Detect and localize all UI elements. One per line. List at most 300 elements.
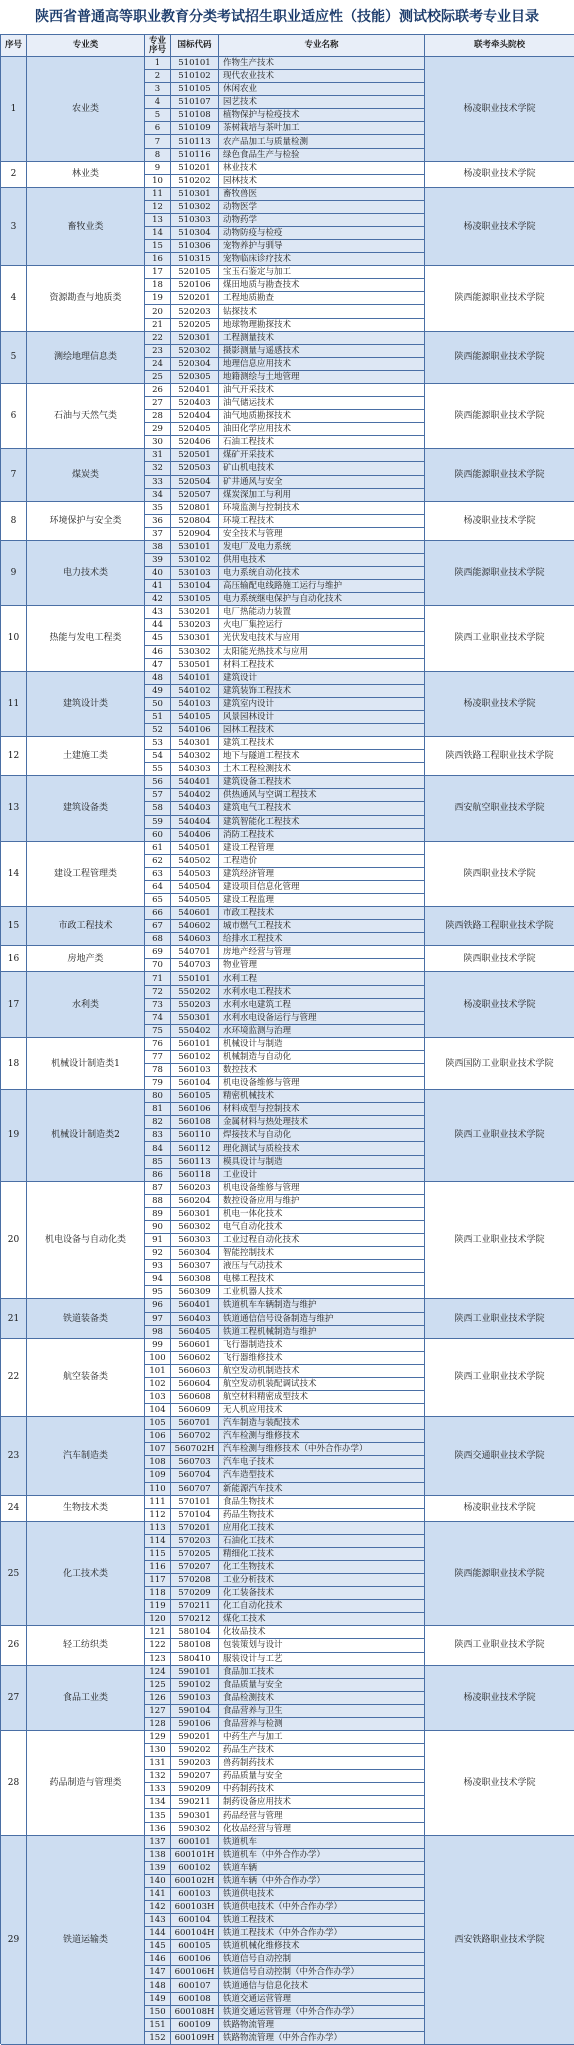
major-no: 72 [145, 986, 171, 999]
major-code: 560106 [171, 1103, 219, 1116]
major-name: 铁道机车 [219, 1836, 425, 1849]
major-no: 13 [145, 214, 171, 227]
major-name: 药品生物技术 [219, 1509, 425, 1522]
major-code: 540301 [171, 737, 219, 750]
major-name: 畜牧兽医 [219, 188, 425, 201]
major-no: 120 [145, 1613, 171, 1626]
major-name: 食品营养与检测 [219, 1718, 425, 1731]
major-code: 510202 [171, 175, 219, 188]
major-no: 76 [145, 1038, 171, 1051]
major-code: 570207 [171, 1561, 219, 1574]
major-name: 化工自动化技术 [219, 1600, 425, 1613]
major-no: 113 [145, 1522, 171, 1535]
major-no: 123 [145, 1653, 171, 1666]
major-code: 560108 [171, 1116, 219, 1129]
major-code: 520801 [171, 502, 219, 515]
header-major-no: 专业序号 [145, 35, 171, 57]
major-code: 590103 [171, 1692, 219, 1705]
group-school: 陕西工业职业技术学院 [425, 606, 574, 671]
major-no: 81 [145, 1103, 171, 1116]
group-no: 28 [1, 1731, 27, 1836]
major-code: 540503 [171, 868, 219, 881]
major-code: 560602 [171, 1352, 219, 1365]
major-no: 78 [145, 1064, 171, 1077]
major-name: 动物防疫与检疫 [219, 227, 425, 240]
major-no: 125 [145, 1679, 171, 1692]
major-no: 140 [145, 1875, 171, 1888]
group-school: 陕西交通职业技术学院 [425, 1417, 574, 1495]
major-name: 食品营养与卫生 [219, 1705, 425, 1718]
major-no: 103 [145, 1391, 171, 1404]
major-no: 142 [145, 1901, 171, 1914]
major-code: 560702 [171, 1430, 219, 1443]
major-no: 137 [145, 1836, 171, 1849]
major-no: 39 [145, 554, 171, 567]
group-no: 2 [1, 162, 27, 188]
major-code: 520405 [171, 423, 219, 436]
major-no: 130 [145, 1744, 171, 1757]
major-no: 17 [145, 266, 171, 279]
major-name: 摄影测量与遥感技术 [219, 345, 425, 358]
major-name: 建筑装饰工程技术 [219, 685, 425, 698]
major-code: 600109H [171, 2032, 219, 2045]
major-name: 电厂热能动力装置 [219, 606, 425, 619]
group-category: 建筑设备类 [27, 776, 145, 841]
major-no: 27 [145, 397, 171, 410]
header-school: 联考牵头院校 [425, 35, 574, 57]
major-no: 1 [145, 57, 171, 70]
major-name: 油气储运技术 [219, 397, 425, 410]
major-name: 土木工程检测技术 [219, 763, 425, 776]
major-name: 城市燃气工程技术 [219, 920, 425, 933]
group-category: 市政工程技术 [27, 907, 145, 946]
major-name: 环境监测与控制技术 [219, 502, 425, 515]
major-code: 510102 [171, 70, 219, 83]
major-name: 药品生产技术 [219, 1744, 425, 1757]
major-no: 136 [145, 1823, 171, 1836]
group-school: 西安铁路职业技术学院 [425, 1836, 574, 2045]
major-code: 560405 [171, 1326, 219, 1339]
major-code: 520205 [171, 319, 219, 332]
major-name: 铁路物流管理（中外合作办学） [219, 2032, 425, 2045]
major-code: 560703 [171, 1456, 219, 1469]
major-code: 550301 [171, 1012, 219, 1025]
major-name: 食品检测技术 [219, 1692, 425, 1705]
major-no: 111 [145, 1496, 171, 1509]
major-name: 智能控制技术 [219, 1247, 425, 1260]
major-code: 520305 [171, 371, 219, 384]
group-no: 26 [1, 1626, 27, 1665]
major-code: 510109 [171, 122, 219, 135]
major-code: 520503 [171, 462, 219, 475]
major-no: 91 [145, 1234, 171, 1247]
major-code: 540403 [171, 802, 219, 815]
group-no: 24 [1, 1496, 27, 1522]
group-school: 杨凌职业技术学院 [425, 188, 574, 266]
group-category: 轻工纺织类 [27, 1626, 145, 1665]
major-name: 铁道工程机械制造与维护 [219, 1326, 425, 1339]
major-no: 28 [145, 410, 171, 423]
major-no: 10 [145, 175, 171, 188]
major-name: 市政工程技术 [219, 907, 425, 920]
major-name: 铁道通信与信息化技术 [219, 1979, 425, 1992]
major-name: 光伏发电技术与应用 [219, 632, 425, 645]
major-code: 530104 [171, 580, 219, 593]
group-school: 陕西工业职业技术学院 [425, 1090, 574, 1182]
major-no: 87 [145, 1182, 171, 1195]
major-no: 35 [145, 502, 171, 515]
major-code: 520504 [171, 476, 219, 489]
major-name: 绿色食品生产与检验 [219, 149, 425, 162]
group-no: 29 [1, 1836, 27, 2045]
major-no: 88 [145, 1195, 171, 1208]
major-code: 510315 [171, 253, 219, 266]
major-name: 食品质量与安全 [219, 1679, 425, 1692]
major-no: 6 [145, 122, 171, 135]
major-name: 安全技术与管理 [219, 528, 425, 541]
group-category: 机电设备与自动化类 [27, 1182, 145, 1300]
major-code: 550203 [171, 999, 219, 1012]
major-name: 石油工程技术 [219, 436, 425, 449]
major-name: 太阳能光热技术与应用 [219, 646, 425, 659]
group-no: 12 [1, 737, 27, 776]
major-no: 135 [145, 1809, 171, 1822]
major-name: 环境工程技术 [219, 515, 425, 528]
major-name: 铁道供电技术 [219, 1888, 425, 1901]
major-name: 铁道信号自动控制 [219, 1953, 425, 1966]
major-name: 农产品加工与质量检测 [219, 135, 425, 148]
major-code: 530103 [171, 567, 219, 580]
major-no: 115 [145, 1548, 171, 1561]
major-code: 520201 [171, 292, 219, 305]
major-name: 铁道交通运营管理（中外合作办学） [219, 2006, 425, 2019]
major-code: 600105 [171, 1940, 219, 1953]
major-code: 600109 [171, 2019, 219, 2032]
major-code: 530105 [171, 593, 219, 606]
major-name: 水利水电建筑工程 [219, 999, 425, 1012]
major-code: 600108H [171, 2006, 219, 2019]
major-code: 600103 [171, 1888, 219, 1901]
major-no: 144 [145, 1927, 171, 1940]
major-no: 54 [145, 750, 171, 763]
major-no: 143 [145, 1914, 171, 1927]
group-category: 建设工程管理类 [27, 842, 145, 907]
major-name: 包装策划与设计 [219, 1639, 425, 1652]
major-code: 540101 [171, 672, 219, 685]
group-no: 27 [1, 1666, 27, 1731]
major-no: 26 [145, 384, 171, 397]
group-school: 杨凌职业技术学院 [425, 1731, 574, 1836]
page-title: 陕西省普通高等职业教育分类考试招生职业适应性（技能）测试校际联考专业目录 [0, 0, 574, 34]
major-no: 109 [145, 1469, 171, 1482]
group-category: 电力技术类 [27, 541, 145, 606]
major-no: 34 [145, 489, 171, 502]
major-name: 消防工程技术 [219, 829, 425, 842]
major-name: 理化测试与质检技术 [219, 1142, 425, 1155]
major-code: 540303 [171, 763, 219, 776]
major-no: 148 [145, 1979, 171, 1992]
major-no: 36 [145, 515, 171, 528]
major-code: 540505 [171, 894, 219, 907]
major-no: 98 [145, 1326, 171, 1339]
group-school: 陕西能源职业技术学院 [425, 449, 574, 501]
major-code: 510108 [171, 109, 219, 122]
major-code: 550101 [171, 972, 219, 985]
major-name: 工程测量技术 [219, 332, 425, 345]
major-name: 汽车检测与维修技术（中外合作办学） [219, 1443, 425, 1456]
major-no: 147 [145, 1966, 171, 1979]
group-school: 陕西职业技术学院 [425, 946, 574, 972]
group-school: 陕西能源职业技术学院 [425, 332, 574, 384]
major-name: 油气地质勘探技术 [219, 410, 425, 423]
group-school: 杨凌职业技术学院 [425, 57, 574, 162]
group-school: 陕西铁路工程职业技术学院 [425, 907, 574, 946]
major-name: 服装设计与工艺 [219, 1653, 425, 1666]
major-name: 中药制药技术 [219, 1783, 425, 1796]
major-no: 68 [145, 933, 171, 946]
major-code: 590104 [171, 1705, 219, 1718]
major-code: 520904 [171, 528, 219, 541]
major-no: 25 [145, 371, 171, 384]
major-no: 23 [145, 345, 171, 358]
major-no: 89 [145, 1208, 171, 1221]
major-no: 105 [145, 1417, 171, 1430]
major-code: 520406 [171, 436, 219, 449]
major-code: 560601 [171, 1339, 219, 1352]
group-no: 22 [1, 1339, 27, 1417]
group-no: 23 [1, 1417, 27, 1495]
major-code: 560608 [171, 1391, 219, 1404]
major-code: 590211 [171, 1796, 219, 1809]
major-code: 540602 [171, 920, 219, 933]
major-code: 540701 [171, 946, 219, 959]
major-code: 520304 [171, 358, 219, 371]
major-no: 2 [145, 70, 171, 83]
major-code: 560701 [171, 1417, 219, 1430]
major-code: 600104 [171, 1914, 219, 1927]
major-code: 520301 [171, 332, 219, 345]
major-code: 600101H [171, 1849, 219, 1862]
major-code: 560203 [171, 1182, 219, 1195]
group-no: 9 [1, 541, 27, 606]
major-code: 560702H [171, 1443, 219, 1456]
major-code: 600106 [171, 1953, 219, 1966]
major-name: 航空材料精密成型技术 [219, 1391, 425, 1404]
major-name: 铁道工程技术 [219, 1914, 425, 1927]
group-no: 3 [1, 188, 27, 266]
major-no: 24 [145, 358, 171, 371]
major-no: 119 [145, 1600, 171, 1613]
major-name: 休闲农业 [219, 83, 425, 96]
major-code: 600108 [171, 1993, 219, 2006]
major-no: 52 [145, 724, 171, 737]
major-no: 56 [145, 776, 171, 789]
major-no: 104 [145, 1404, 171, 1417]
major-code: 560304 [171, 1247, 219, 1260]
major-code: 600101 [171, 1836, 219, 1849]
major-no: 69 [145, 946, 171, 959]
major-code: 520401 [171, 384, 219, 397]
major-name: 建筑电气工程技术 [219, 802, 425, 815]
major-no: 40 [145, 567, 171, 580]
major-name: 建筑设备工程技术 [219, 776, 425, 789]
major-no: 47 [145, 659, 171, 672]
major-name: 地下与隧道工程技术 [219, 750, 425, 763]
major-no: 29 [145, 423, 171, 436]
major-name: 电梯工程技术 [219, 1273, 425, 1286]
major-no: 14 [145, 227, 171, 240]
group-category: 热能与发电工程类 [27, 606, 145, 671]
major-name: 油气开采技术 [219, 384, 425, 397]
group-no: 15 [1, 907, 27, 946]
major-name: 飞行器制造技术 [219, 1339, 425, 1352]
major-code: 540703 [171, 959, 219, 972]
major-name: 工业过程自动化技术 [219, 1234, 425, 1247]
major-name: 中药生产与加工 [219, 1731, 425, 1744]
group-category: 铁道运输类 [27, 1836, 145, 2045]
major-no: 116 [145, 1561, 171, 1574]
major-name: 水利工程 [219, 972, 425, 985]
major-name: 铁道交通运营管理 [219, 1993, 425, 2006]
major-code: 560301 [171, 1208, 219, 1221]
major-code: 560302 [171, 1221, 219, 1234]
major-code: 560204 [171, 1195, 219, 1208]
major-name: 工业分析技术 [219, 1574, 425, 1587]
major-name: 食品生物技术 [219, 1496, 425, 1509]
major-code: 510201 [171, 162, 219, 175]
major-no: 90 [145, 1221, 171, 1234]
group-no: 19 [1, 1090, 27, 1182]
major-code: 590301 [171, 1809, 219, 1822]
major-code: 560101 [171, 1038, 219, 1051]
major-no: 15 [145, 240, 171, 253]
major-no: 62 [145, 855, 171, 868]
major-name: 工程造价 [219, 855, 425, 868]
major-no: 30 [145, 436, 171, 449]
major-no: 133 [145, 1783, 171, 1796]
major-no: 75 [145, 1025, 171, 1038]
major-name: 材料工程技术 [219, 659, 425, 672]
group-school: 陕西工业职业技术学院 [425, 1182, 574, 1300]
major-name: 电力系统自动化技术 [219, 567, 425, 580]
group-school: 陕西能源职业技术学院 [425, 384, 574, 449]
group-no: 14 [1, 842, 27, 907]
major-code: 590302 [171, 1823, 219, 1836]
major-no: 121 [145, 1626, 171, 1639]
major-code: 570203 [171, 1535, 219, 1548]
major-name: 飞行器维修技术 [219, 1352, 425, 1365]
major-name: 建设工程管理 [219, 842, 425, 855]
major-name: 化妆品经营与管理 [219, 1823, 425, 1836]
major-no: 71 [145, 972, 171, 985]
group-no: 25 [1, 1522, 27, 1627]
major-no: 4 [145, 96, 171, 109]
major-code: 600102H [171, 1875, 219, 1888]
major-no: 64 [145, 881, 171, 894]
major-name: 机电设备维修与管理 [219, 1182, 425, 1195]
major-no: 33 [145, 476, 171, 489]
major-name: 机械设计与制造 [219, 1038, 425, 1051]
major-code: 560307 [171, 1260, 219, 1273]
group-school: 西安航空职业技术学院 [425, 776, 574, 841]
major-no: 73 [145, 999, 171, 1012]
major-name: 铁道供电技术（中外合作办学） [219, 1901, 425, 1914]
major-no: 41 [145, 580, 171, 593]
major-name: 化工生物技术 [219, 1561, 425, 1574]
major-no: 43 [145, 606, 171, 619]
major-no: 114 [145, 1535, 171, 1548]
major-name: 给排水工程技术 [219, 933, 425, 946]
major-code: 540402 [171, 789, 219, 802]
major-name: 火电厂集控运行 [219, 619, 425, 632]
major-no: 122 [145, 1639, 171, 1652]
major-code: 540501 [171, 842, 219, 855]
major-code: 550202 [171, 986, 219, 999]
group-no: 6 [1, 384, 27, 449]
group-no: 20 [1, 1182, 27, 1300]
major-name: 石油化工技术 [219, 1535, 425, 1548]
major-name: 地球物理勘探技术 [219, 319, 425, 332]
major-no: 57 [145, 789, 171, 802]
major-code: 520404 [171, 410, 219, 423]
major-name: 航空发动机装配调试技术 [219, 1378, 425, 1391]
major-code: 520106 [171, 279, 219, 292]
major-name: 铁道信号自动控制（中外合作办学） [219, 1966, 425, 1979]
major-code: 540103 [171, 698, 219, 711]
major-no: 79 [145, 1077, 171, 1090]
major-code: 540406 [171, 829, 219, 842]
major-code: 560113 [171, 1156, 219, 1169]
major-no: 152 [145, 2032, 171, 2045]
major-name: 宠物养护与驯导 [219, 240, 425, 253]
major-code: 560103 [171, 1064, 219, 1077]
major-no: 97 [145, 1313, 171, 1326]
major-code: 600104H [171, 1927, 219, 1940]
major-name: 汽车造型技术 [219, 1469, 425, 1482]
major-name: 化工装备技术 [219, 1587, 425, 1600]
group-category: 房地产类 [27, 946, 145, 972]
major-name: 建设工程监理 [219, 894, 425, 907]
major-code: 530302 [171, 646, 219, 659]
group-school: 陕西铁路工程职业技术学院 [425, 737, 574, 776]
major-no: 32 [145, 462, 171, 475]
major-code: 590101 [171, 1666, 219, 1679]
major-code: 540601 [171, 907, 219, 920]
major-no: 61 [145, 842, 171, 855]
major-no: 12 [145, 201, 171, 214]
major-name: 发电厂及电力系统 [219, 541, 425, 554]
group-category: 药品制造与管理类 [27, 1731, 145, 1836]
major-code: 570104 [171, 1509, 219, 1522]
major-code: 560609 [171, 1404, 219, 1417]
major-code: 560309 [171, 1286, 219, 1299]
major-name: 动物医学 [219, 201, 425, 214]
major-no: 134 [145, 1796, 171, 1809]
major-code: 510301 [171, 188, 219, 201]
major-name: 铁道车辆（中外合作办学） [219, 1875, 425, 1888]
major-no: 110 [145, 1483, 171, 1496]
major-code: 530101 [171, 541, 219, 554]
major-code: 560104 [171, 1077, 219, 1090]
major-code: 560308 [171, 1273, 219, 1286]
group-category: 汽车制造类 [27, 1417, 145, 1495]
major-code: 570211 [171, 1600, 219, 1613]
major-no: 141 [145, 1888, 171, 1901]
major-name: 矿山机电技术 [219, 462, 425, 475]
major-no: 66 [145, 907, 171, 920]
group-school: 陕西国防工业职业技术学院 [425, 1038, 574, 1090]
major-no: 80 [145, 1090, 171, 1103]
